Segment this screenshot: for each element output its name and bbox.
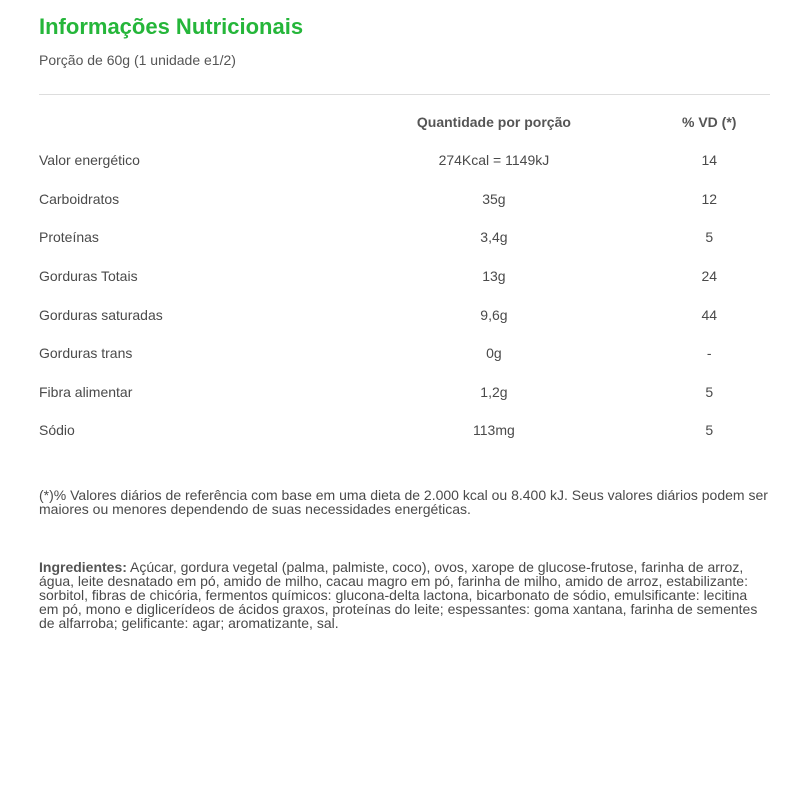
nutrient-name: Proteínas (39, 229, 99, 246)
table-row (39, 257, 770, 296)
table-row (39, 334, 770, 373)
table-row (39, 373, 770, 412)
ingredients-text: Açúcar, gordura vegetal (palma, palmiste, coco), ovos, xarope de glucose-frutose, farinha de arroz, água, leite desnatado em pó, amido de milho, cacau magro em pó, farinha de milho, amido de arroz, estabilizante: sorbitol, fibras de chicória, fermentos químicos: glucona-delta lactona, bicarbonato de sódio, emulsificante: lecitina em pó, mono e diglicerídeos de ácidos graxos, proteínas do leite; espessantes: goma xantana, farinha de sementes de alfarroba; gelificante: agar; aromatizante, sal. (39, 558, 758, 631)
nutrient-name: Gorduras Totais (39, 268, 138, 285)
nutrition-table (39, 103, 770, 450)
table-row (39, 141, 770, 180)
nutrient-name: Valor energético (39, 152, 140, 169)
nutrient-vd: 5 (705, 229, 714, 246)
table-header-row (39, 103, 770, 141)
nutrient-vd: 14 (701, 152, 718, 169)
divider (39, 94, 770, 95)
page-title: Informações Nutricionais (39, 14, 304, 39)
ingredients-label: Ingredientes: (39, 558, 127, 575)
daily-value-footnote: (*)% Valores diários de referência com base em uma dieta de 2.000 kcal ou 8.400 kJ. Seus valores diários podem ser maiores ou menores dependendo de suas necessidades energéticas. (39, 486, 768, 517)
nutrient-vd: 12 (701, 190, 718, 207)
nutrient-name: Carboidratos (39, 190, 120, 207)
nutrient-quantity: 113mg (473, 422, 515, 439)
nutrient-quantity: 0g (486, 345, 502, 362)
nutrient-vd: 24 (701, 268, 718, 285)
nutrient-quantity: 9,6g (480, 306, 508, 323)
nutrient-name: Gorduras saturadas (39, 306, 163, 323)
table-row (39, 180, 770, 219)
table-row (39, 218, 770, 257)
nutrient-vd: 44 (701, 306, 718, 323)
table-row (39, 411, 770, 450)
nutrient-vd: - (706, 345, 712, 362)
nutrient-quantity: 1,2g (480, 383, 508, 400)
nutrient-quantity: 274Kcal = 1149kJ (438, 152, 550, 169)
nutrient-name: Gorduras trans (39, 345, 133, 362)
portion-size: Porção de 60g (1 unidade e1/2) (39, 52, 236, 68)
nutrient-quantity: 13g (482, 268, 506, 285)
nutrient-name: Fibra alimentar (39, 383, 133, 400)
ingredients-block (39, 560, 770, 630)
nutrition-panel (39, 10, 770, 644)
nutrient-vd: 5 (705, 383, 714, 400)
header-quantity: Quantidade por porção (416, 114, 571, 130)
nutrient-quantity: 3,4g (480, 229, 508, 246)
table-row (39, 295, 770, 334)
nutrient-vd: 5 (705, 422, 714, 439)
nutrient-quantity: 35g (482, 190, 506, 207)
nutrient-name: Sódio (39, 422, 75, 439)
header-vd: % VD (*) (682, 114, 737, 130)
header-nutrient (39, 103, 320, 141)
